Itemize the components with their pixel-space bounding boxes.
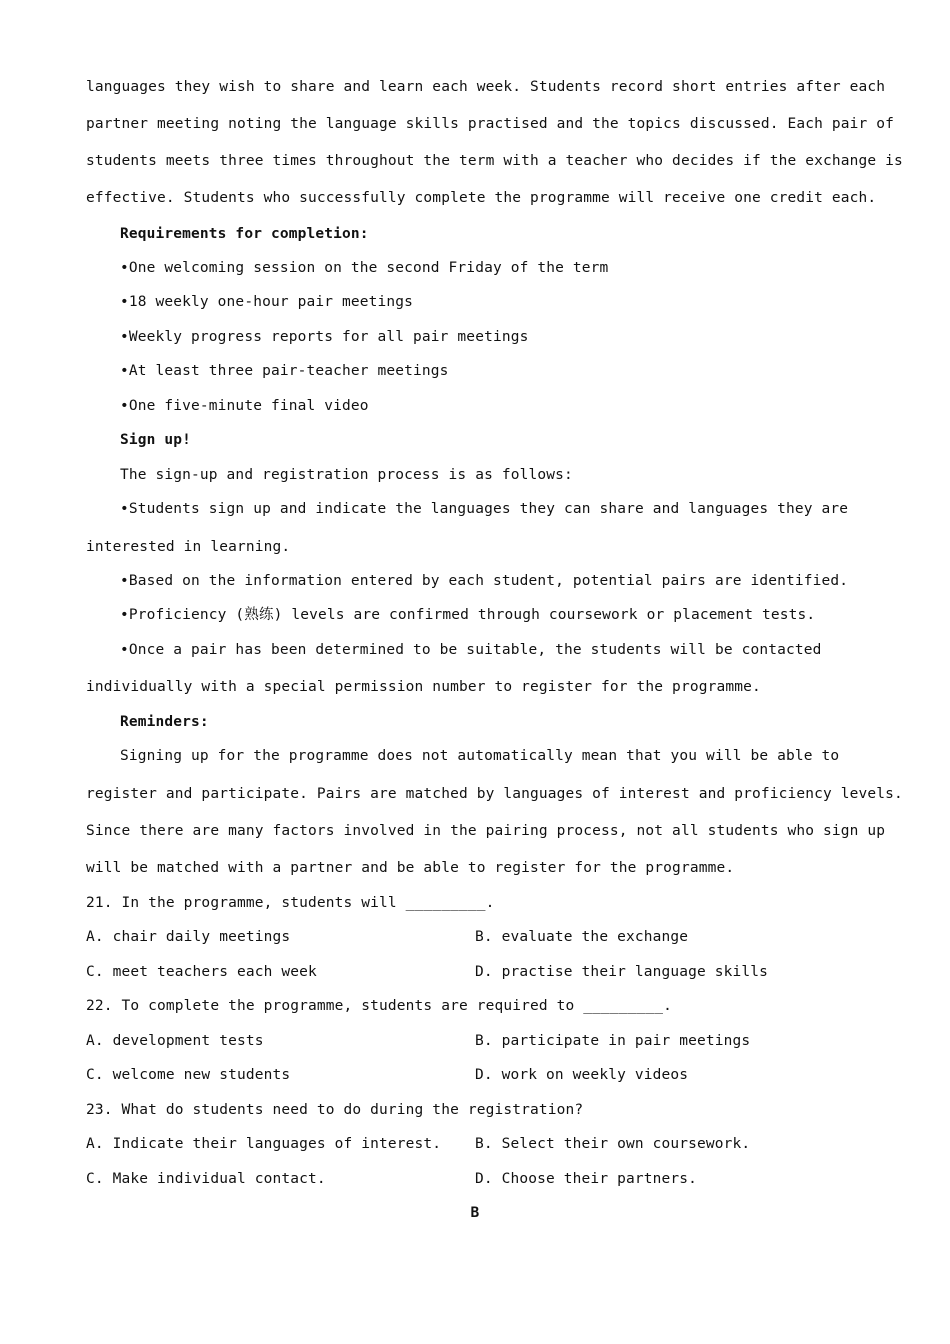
question-stem: 21. In the programme, students will _________. [86, 895, 495, 911]
option-d: D. Choose their partners. [475, 1171, 697, 1187]
option-d: D. practise their language skills [475, 964, 769, 980]
intro-line: partner meeting noting the language skills practised and the topics discussed. Each pair of [86, 116, 895, 132]
option-b: B. evaluate the exchange [475, 929, 689, 945]
intro-line: students meets three times throughout the term with a teacher who decides if the exchange is [86, 153, 903, 169]
option-c: C. meet teachers each week [86, 964, 317, 980]
section-label: B [470, 1205, 480, 1221]
signup-step: •Based on the information entered by each student, potential pairs are identified. [120, 573, 849, 589]
option-c: C. Make individual contact. [86, 1171, 326, 1187]
option-a: A. Indicate their languages of interest. [86, 1136, 442, 1152]
option-a: A. chair daily meetings [86, 929, 291, 945]
question-stem: 22. To complete the programme, students are required to _________. [86, 998, 673, 1014]
reminders-line: will be matched with a partner and be able to register for the programme. [86, 860, 735, 876]
question-stem: 23. What do students need to do during the registration? [86, 1102, 584, 1118]
reminders-line: Signing up for the programme does not automatically mean that you will be able to [120, 748, 840, 764]
reminders-heading: Reminders: [120, 714, 209, 730]
requirements-heading: Requirements for completion: [120, 226, 369, 242]
requirement-item: •One welcoming session on the second Friday of the term [120, 260, 609, 276]
reminders-line: register and participate. Pairs are matched by languages of interest and proficiency levels. [86, 786, 903, 802]
signup-step: •Proficiency (熟练) levels are confirmed through coursework or placement tests. [120, 607, 816, 623]
signup-heading: Sign up! [120, 432, 192, 448]
reminders-line: Since there are many factors involved in the pairing process, not all students who sign up [86, 823, 886, 839]
requirement-item: •Weekly progress reports for all pair meetings [120, 329, 529, 345]
option-a: A. development tests [86, 1033, 264, 1049]
intro-line: effective. Students who successfully complete the programme will receive one credit each. [86, 190, 877, 206]
signup-step: •Once a pair has been determined to be suitable, the students will be contacted [120, 642, 822, 658]
requirement-item: •18 weekly one-hour pair meetings [120, 294, 414, 310]
option-d: D. work on weekly videos [475, 1067, 689, 1083]
signup-step-continued: interested in learning. [86, 539, 291, 555]
signup-step-continued: individually with a special permission number to register for the programme. [86, 679, 761, 695]
signup-intro: The sign-up and registration process is as follows: [120, 467, 573, 483]
intro-line: languages they wish to share and learn each week. Students record short entries after each [86, 79, 886, 95]
signup-step: •Students sign up and indicate the languages they can share and languages they are [120, 501, 849, 517]
option-b: B. participate in pair meetings [475, 1033, 751, 1049]
option-b: B. Select their own coursework. [475, 1136, 751, 1152]
requirement-item: •At least three pair-teacher meetings [120, 363, 449, 379]
option-c: C. welcome new students [86, 1067, 291, 1083]
requirement-item: •One five-minute final video [120, 398, 369, 414]
